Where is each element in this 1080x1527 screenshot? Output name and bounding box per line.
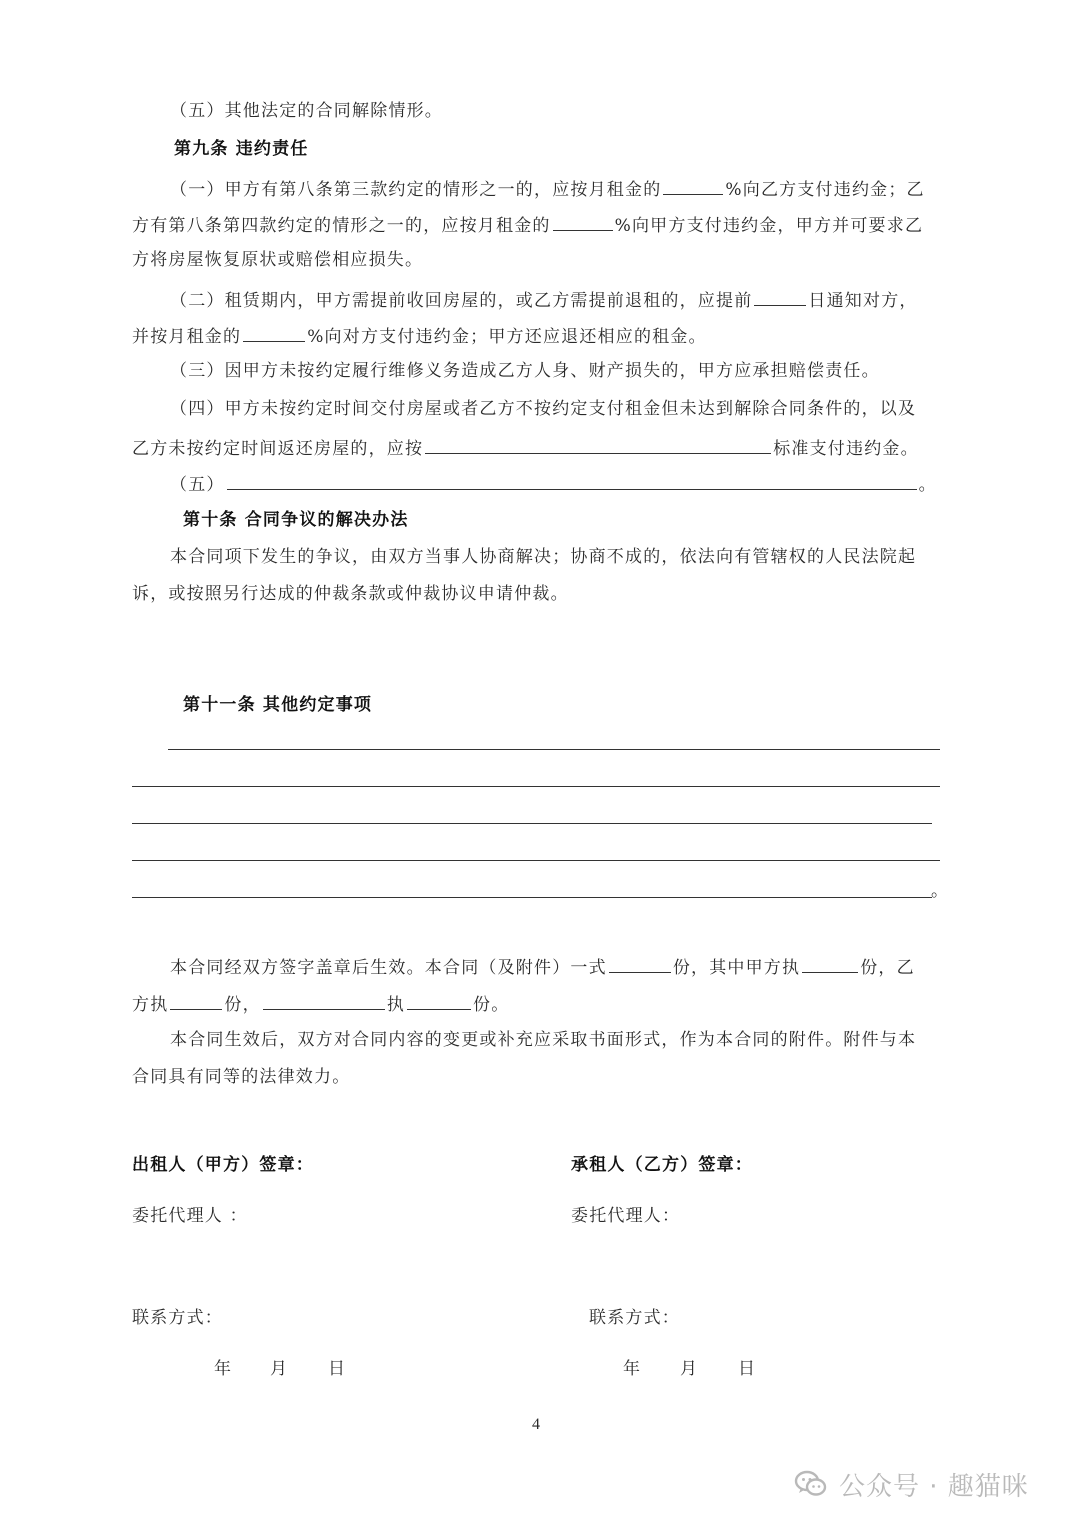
clause-text: 本合同项下发生的争议，由双方当事人协商解决；协商不成的，依法向有管辖权的人民法院起 (170, 547, 917, 567)
lessee-agent-label: 委托代理人： (571, 1206, 681, 1226)
article-10-heading: 第十条 合同争议的解决办法 (183, 510, 409, 530)
page-number: 4 (532, 1416, 540, 1433)
clause-text: （五）其他法定的合同解除情形。 (170, 101, 443, 121)
blank-line[interactable] (132, 897, 932, 898)
lessee-date-month: 月 (680, 1359, 699, 1379)
clause-text: （三）因甲方未按约定履行维修义务造成乙方人身、财产损失的，甲方应承担赔偿责任。 (170, 361, 880, 381)
blank-field[interactable] (802, 954, 858, 973)
amend-line2 (132, 1066, 350, 1088)
watermark-text: 公众号 · 趣猫咪 (839, 1471, 1029, 1502)
clause-text: （五） (170, 475, 225, 495)
lessor-agent-label: 委托代理人 ： (132, 1206, 248, 1226)
clause-text: %向对方支付违约金；甲方还应退还相应的租金。 (307, 327, 707, 347)
art9-clause1-line1 (170, 176, 925, 201)
lessor-signature-label: 出租人（甲方）签章： (132, 1155, 314, 1175)
blank-field[interactable] (609, 954, 671, 973)
art9-item5-line (170, 100, 443, 122)
wechat-icon (793, 1466, 829, 1502)
art9-clause2-line1 (170, 287, 918, 312)
clause-text: 方有第八条第四款约定的情形之一的，应按月租金的 (132, 216, 551, 236)
article-9-heading: 第九条 违约责任 (174, 139, 309, 159)
lessor-date-year: 年 (214, 1359, 233, 1379)
clause-text: 本合同生效后，双方对合同内容的变更或补充应采取书面形式，作为本合同的附件。附件与本 (170, 1030, 917, 1050)
blank-field[interactable] (170, 991, 222, 1010)
blank-field[interactable] (407, 991, 471, 1010)
blank-line[interactable] (132, 786, 940, 787)
clause-text: 合同具有同等的法律效力。 (132, 1067, 351, 1087)
clause-text: 诉，或按照另行达成的仲裁条款或仲裁协议申请仲裁。 (132, 584, 569, 604)
lessor-date-day: 日 (328, 1359, 347, 1379)
art10-line2 (132, 583, 569, 605)
art9-clause1-line3 (132, 249, 423, 271)
art11-end-mark: 。 (931, 881, 950, 901)
watermark (793, 1464, 1029, 1504)
amend-line1 (170, 1029, 916, 1051)
lessee-signature-label: 承租人（乙方）签章： (571, 1155, 753, 1175)
effect-line2 (132, 991, 509, 1016)
art9-clause5-line (170, 471, 937, 496)
clause-text: 本合同经双方签字盖章后生效。本合同（及附件）一式 (170, 958, 607, 978)
clause-text: 日通知对方， (808, 291, 918, 311)
blank-line[interactable] (132, 860, 940, 861)
lessor-date-month: 月 (270, 1359, 289, 1379)
blank-line[interactable] (168, 749, 940, 750)
article-11-heading: 第十一条 其他约定事项 (183, 695, 373, 715)
blank-field[interactable] (754, 287, 806, 306)
lessee-date-day: 日 (738, 1359, 757, 1379)
clause-text: 执 (386, 995, 406, 1015)
blank-line[interactable] (132, 823, 932, 824)
blank-field[interactable] (227, 471, 917, 490)
effect-line1 (170, 954, 915, 979)
art9-clause4-line1 (170, 398, 916, 420)
art10-line1 (170, 546, 916, 568)
clause-text: %向甲方支付违约金，甲方并可要求乙 (614, 216, 924, 236)
clause-text: %向乙方支付违约金；乙 (725, 180, 925, 200)
art9-clause3-line (170, 360, 880, 382)
lessee-contact-label: 联系方式： (589, 1308, 680, 1328)
clause-text: 并按月租金的 (132, 327, 242, 347)
clause-text: 标准支付违约金。 (773, 439, 919, 459)
clause-text: 份， (224, 995, 261, 1015)
clause-text: 。 (918, 475, 937, 495)
clause-text: 方执 (132, 995, 169, 1015)
blank-field[interactable] (243, 323, 305, 342)
blank-field[interactable] (553, 212, 613, 231)
clause-text: 方将房屋恢复原状或赔偿相应损失。 (132, 250, 424, 270)
blank-field[interactable] (663, 176, 723, 195)
clause-text: （一）甲方有第八条第三款约定的情形之一的，应按月租金的 (170, 180, 662, 200)
art9-clause1-line2 (132, 212, 923, 237)
lessee-date-year: 年 (623, 1359, 642, 1379)
clause-text: （四）甲方未按约定时间交付房屋或者乙方不按约定支付租金但未达到解除合同条件的，以及 (170, 399, 917, 419)
blank-field[interactable] (425, 435, 771, 454)
blank-field[interactable] (263, 991, 385, 1010)
clause-text: （二）租赁期内，甲方需提前收回房屋的，或乙方需提前退租的，应提前 (170, 291, 753, 311)
clause-text: 份，乙 (860, 958, 915, 978)
art9-clause4-line2 (132, 435, 919, 460)
clause-text: 份，其中甲方执 (672, 958, 801, 978)
art9-clause2-line2 (132, 323, 707, 348)
clause-text: 份。 (473, 995, 510, 1015)
clause-text: 乙方未按约定时间返还房屋的，应按 (132, 439, 424, 459)
lessor-contact-label: 联系方式： (132, 1308, 223, 1328)
